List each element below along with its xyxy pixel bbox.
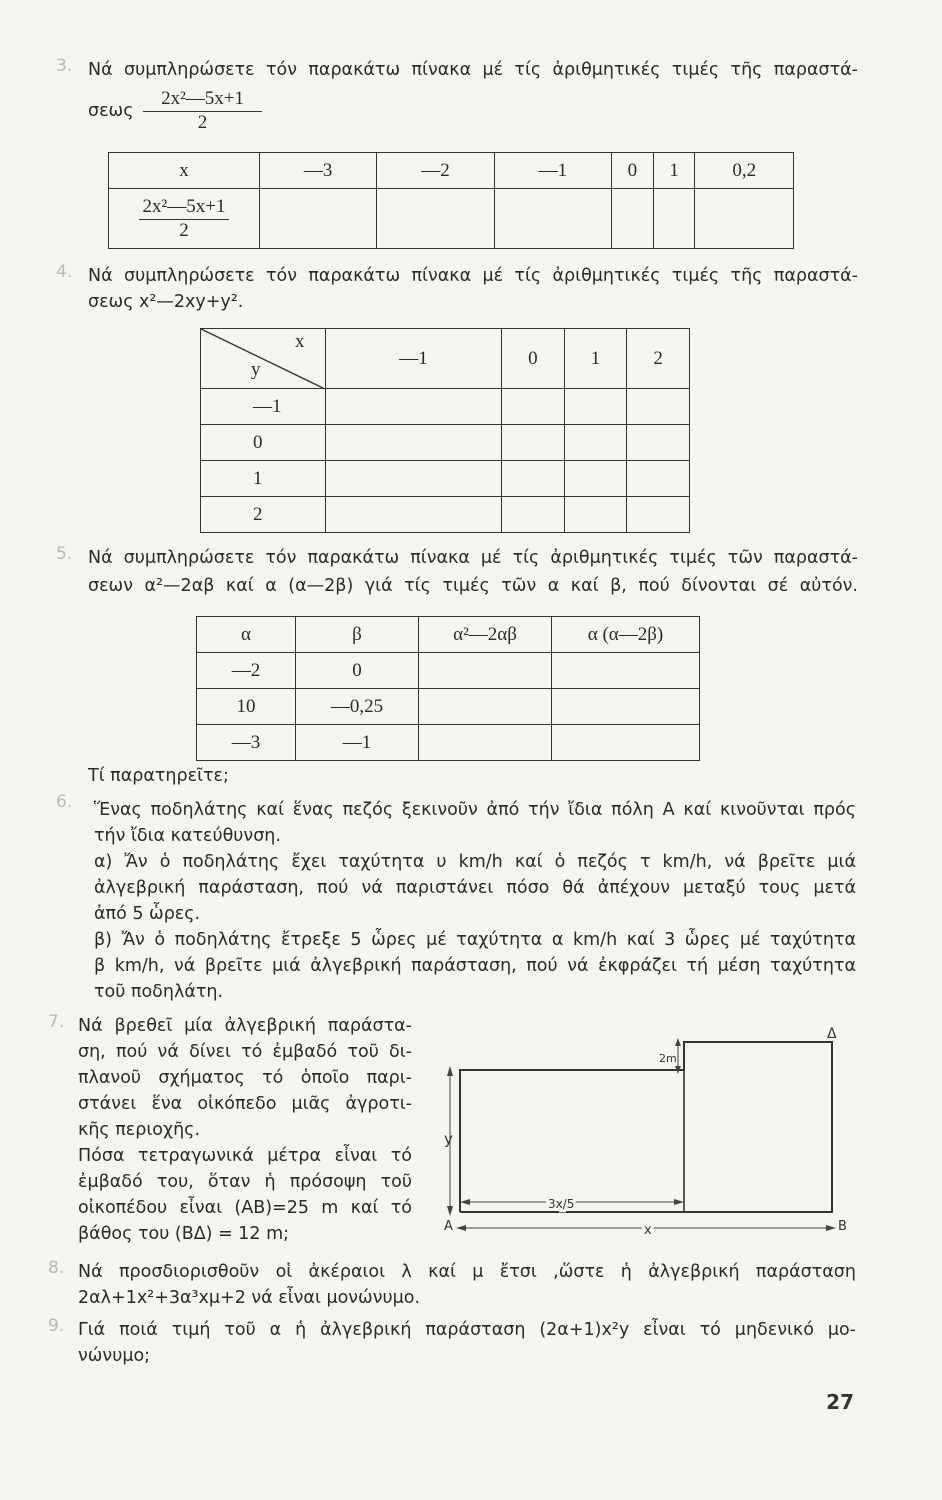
exercise-6-line: ἀλγεβρική παράσταση, πού νά παριστάνει πόσο θά ἀπέχουν μεταξύ τους μετά	[94, 878, 856, 898]
y-value: —1	[201, 389, 326, 425]
exercise-5-number: 5.	[56, 544, 73, 564]
exercise-7-line: κῆς περιοχῆς.	[78, 1120, 201, 1140]
empty-cell	[494, 189, 611, 249]
exercise-6-line: β km/h, νά βρεῖτε μιά ἀλγεβρική παράσταση, πού νά ἐκφράζει τή μέση ταχύτητα	[94, 956, 856, 976]
header-y-label: y	[251, 359, 261, 380]
empty-cell	[564, 389, 627, 425]
empty-cell	[627, 389, 690, 425]
exercise-7-line: ση, πού νά δίνει τό ἐμβαδό τοῦ δι-	[78, 1042, 412, 1062]
value-cell: —3	[260, 153, 377, 189]
exercise-3-expression	[88, 88, 262, 134]
empty-cell	[326, 497, 502, 533]
empty-cell	[627, 425, 690, 461]
x-value: 2	[627, 329, 690, 389]
exercise-6-line: ἀπό 5 ὧρες.	[94, 904, 201, 924]
exercise-7-line: οἰκοπέδου εἶναι (ΑΒ)=25 m καί τό	[78, 1198, 412, 1218]
label-delta: Δ	[827, 1026, 837, 1042]
exercise-4-text-line2: σεως x²—2xy+y².	[88, 292, 244, 312]
value-cell: 1	[653, 153, 695, 189]
exercise-5-text-line1: Νά συμπληρώσετε τόν παρακάτω πίνακα μέ τίς ἀριθμητικές τιμές τῶν παραστά-	[88, 548, 858, 568]
arrow-right	[674, 1199, 684, 1205]
label-y: y	[444, 1130, 453, 1148]
x-value: 1	[564, 329, 627, 389]
empty-cell	[502, 425, 565, 461]
y-value: 1	[201, 461, 326, 497]
exercise-4-number: 4.	[56, 262, 73, 282]
beta-value: 0	[296, 653, 419, 689]
exercise-6-number: 6.	[56, 792, 73, 812]
empty-cell	[564, 425, 627, 461]
empty-cell	[260, 189, 377, 249]
exercise-7-line: ἐμβαδό του, ὅταν ἡ πρόσοψη τοῦ	[78, 1172, 412, 1192]
plot-outline	[460, 1042, 832, 1212]
exercise-9-number: 9.	[48, 1316, 65, 1336]
exercise-4-text-line1: Νά συμπληρώσετε τόν παρακάτω πίνακα μέ τίς ἀριθμητικές τιμές τῆς παραστά-	[88, 266, 858, 286]
empty-cell	[552, 725, 700, 761]
diagonal-header-cell	[201, 329, 326, 389]
empty-cell	[627, 461, 690, 497]
exercise-8-number: 8.	[48, 1258, 65, 1278]
arrow-right	[826, 1225, 836, 1231]
value-cell: 0	[611, 153, 653, 189]
empty-cell	[419, 725, 552, 761]
empty-cell	[326, 461, 502, 497]
beta-value: —1	[296, 725, 419, 761]
exercise-3-text: Νά συμπληρώσετε τόν παρακάτω πίνακα μέ τίς ἀριθμητικές τιμές τῆς παραστά-	[88, 60, 858, 80]
label-A: A	[444, 1219, 453, 1234]
exercise-6-line: Ἕνας ποδηλάτης καί ἕνας πεζός ξεκινοῦν ἀπό τήν ἴδια πόλη Α καί κινοῦνται πρός	[94, 800, 856, 820]
empty-cell	[377, 189, 494, 249]
exercise-5-text-line2: σεων α²—2αβ καί α (α—2β) γιά τίς τιμές τῶν α καί β, πού δίνονται σέ αὐτόν.	[88, 576, 858, 596]
empty-cell	[552, 689, 700, 725]
value-cell: —2	[377, 153, 494, 189]
exercise-9-text-line1: Γιά ποιά τιμή τοῦ α ἡ ἀλγεβρική παράσταση (2α+1)x²y εἶναι τό μηδενικό μο-	[78, 1320, 856, 1340]
exercise-6-line: β) Ἄν ὁ ποδηλάτης ἔτρεξε 5 ὧρες μέ ταχύτητα α km/h καί 3 ὧρες μέ ταχύτητα	[94, 930, 856, 950]
exercise-7-line: Πόσα τετραγωνικά μέτρα εἶναι τό	[78, 1146, 412, 1166]
empty-cell	[502, 497, 565, 533]
exercise-7-number: 7.	[48, 1012, 65, 1032]
exercise-3-table	[108, 152, 794, 249]
y-value: 2	[201, 497, 326, 533]
label-3x5: 3x/5	[548, 1197, 575, 1211]
label-2m: 2m	[659, 1052, 677, 1065]
exercise-6-line: α) Ἄν ὁ ποδηλάτης ἔχει ταχύτητα υ km/h καί ὁ πεζός τ km/h, νά βρεῖτε μιά	[94, 852, 856, 872]
arrow-down	[447, 1206, 453, 1216]
header-beta: β	[296, 617, 419, 653]
alpha-value: —2	[197, 653, 296, 689]
exercise-7-line: Νά βρεθεῖ μία ἀλγεβρική παράστα-	[78, 1016, 412, 1036]
exercise-7-line: βάθος του (ΒΔ) = 12 m;	[78, 1224, 290, 1244]
alpha-value: 10	[197, 689, 296, 725]
empty-cell	[326, 425, 502, 461]
exercise-3-fraction	[143, 88, 262, 134]
exercise-8-text-line1: Νά προσδιορισθοῦν οἱ ἀκέραιοι λ καί μ ἔτσι ,ὥστε ἡ ἀλγεβρική παράσταση	[78, 1262, 856, 1282]
value-cell: 0,2	[695, 153, 794, 189]
label-x: x	[644, 1223, 652, 1238]
page-number: 27	[826, 1390, 854, 1414]
diagonal-line	[201, 329, 325, 389]
empty-cell	[653, 189, 695, 249]
x-value: 0	[502, 329, 565, 389]
arrow-up	[675, 1038, 681, 1046]
row-fraction	[139, 196, 230, 242]
exercise-9-text-line2: νώνυμο;	[78, 1346, 151, 1366]
empty-cell	[564, 461, 627, 497]
label-B: B	[838, 1219, 847, 1234]
x-value: —1	[326, 329, 502, 389]
empty-cell	[326, 389, 502, 425]
empty-cell	[502, 461, 565, 497]
fraction-denominator: 2	[197, 112, 208, 133]
arrow-up	[447, 1066, 453, 1076]
row-label-expression	[109, 189, 260, 249]
value-cell: —1	[494, 153, 611, 189]
empty-cell	[419, 653, 552, 689]
arrow-left	[460, 1199, 470, 1205]
table-header-x: x	[109, 153, 260, 189]
empty-cell	[627, 497, 690, 533]
header-alpha: α	[197, 617, 296, 653]
exercise-7-line: πλανοῦ σχήματος τό ὁποῖο παρι-	[78, 1068, 412, 1088]
fraction-numerator: 2x²—5x+1	[143, 88, 262, 112]
exercise-4-table	[200, 328, 690, 533]
row-fraction-denominator: 2	[179, 219, 189, 241]
header-expression-1: α²—2αβ	[419, 617, 552, 653]
empty-cell	[611, 189, 653, 249]
empty-cell	[419, 689, 552, 725]
exercise-3-number: 3.	[56, 56, 73, 76]
header-x-label: x	[295, 331, 305, 352]
alpha-value: —3	[197, 725, 296, 761]
empty-cell	[695, 189, 794, 249]
beta-value: —0,25	[296, 689, 419, 725]
exercise-8-text-line2: 2αλ+1x²+3α³xμ+2 νά εἶναι μονώνυμο.	[78, 1288, 421, 1308]
exercise-6-line: τοῦ ποδηλάτη.	[94, 982, 224, 1002]
arrow-left	[456, 1225, 466, 1231]
exercise-6-line: τήν ἴδια κατεύθυνση.	[94, 826, 281, 846]
plot-diagram	[438, 1016, 858, 1246]
header-expression-2: α (α—2β)	[552, 617, 700, 653]
exercise-5-table	[196, 616, 700, 761]
exercise-3-prefix: σεως	[88, 101, 134, 121]
row-fraction-numerator: 2x²—5x+1	[139, 196, 230, 220]
empty-cell	[502, 389, 565, 425]
empty-cell	[564, 497, 627, 533]
exercise-5-question: Τί παρατηρεῖτε;	[88, 766, 229, 786]
empty-cell	[552, 653, 700, 689]
y-value: 0	[201, 425, 326, 461]
exercise-7-line: στάνει ἕνα οἰκόπεδο μιᾶς ἀγροτι-	[78, 1094, 412, 1114]
